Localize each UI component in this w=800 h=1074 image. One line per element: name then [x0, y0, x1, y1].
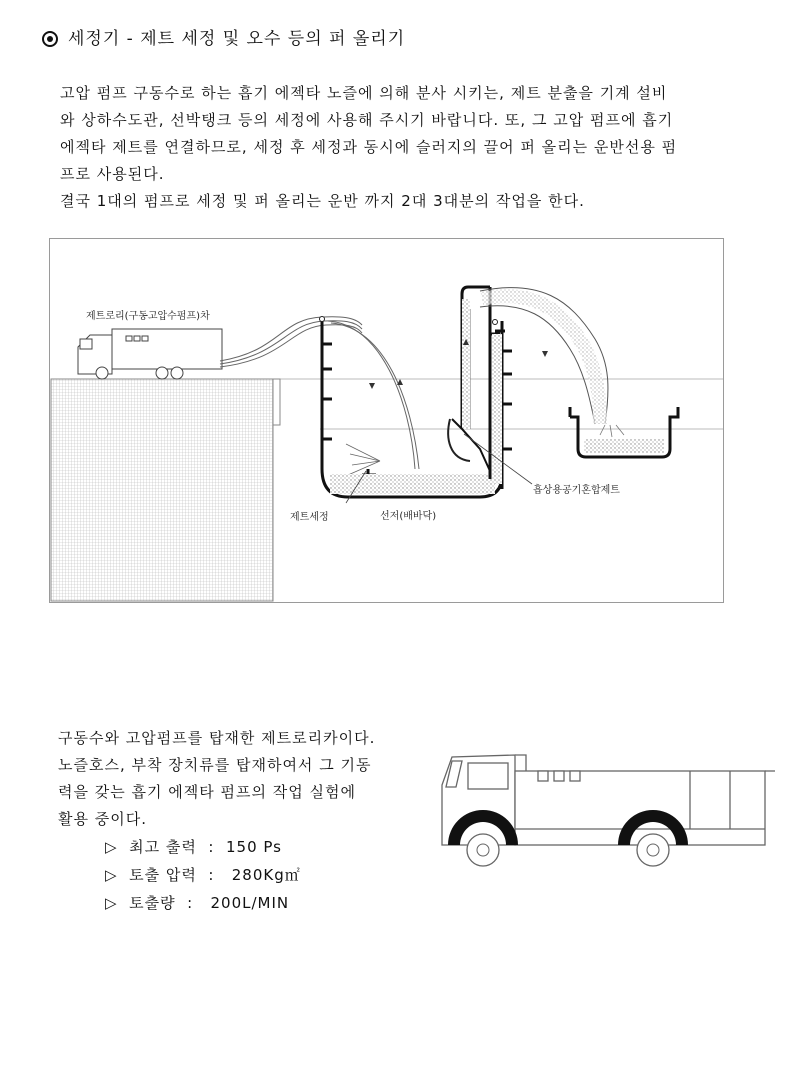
intro-line: 와 상하수도관, 선박탱크 등의 세정에 사용해 주시기 바랍니다. 또, 그 고압 펌프에 흡기: [60, 111, 674, 129]
wharf-edge: [273, 379, 280, 425]
spec-value: 150 Ps: [225, 838, 282, 856]
left-tank-wall: [322, 321, 502, 497]
intro-line: 결국 1대의 펌프로 세정 및 퍼 올리는 운반 까지 2대 3대분의 작업을 한다.: [60, 192, 585, 210]
jet-lorry-truck-illustration: [430, 745, 775, 879]
spec-value: 280Kg㎡: [231, 866, 301, 884]
spec-value: 200L/MIN: [210, 894, 290, 912]
hose-clamp: [320, 317, 325, 322]
circle-bullet-icon: [42, 31, 58, 47]
spec-name: 토출량: [129, 894, 176, 912]
jet-wash-label: 제트세정: [290, 512, 329, 523]
intro-line: 에젝타 제트를 연결하므로, 세정 후 세정과 동시에 슬러지의 끌어 퍼 올리는 운반선용 펌: [60, 138, 678, 156]
page-title: [42, 24, 405, 49]
description-line: 활용 중이다.: [58, 810, 147, 828]
truck-label: 제트로리(구동고압수펌프)차: [86, 311, 210, 322]
triangle-bullet-icon: ▷: [105, 838, 118, 856]
discharge-splash: [600, 425, 624, 437]
hose-clamp: [493, 320, 498, 325]
jet-lorry-truck: [78, 329, 222, 379]
intro-line: 고압 펌프 구동수로 하는 흡기 에젝타 노즐에 의해 분사 시키는, 제트 분출을 기계 설비: [60, 84, 668, 102]
spec-row: [105, 889, 301, 917]
jet-cleaning-diagram: [49, 238, 724, 603]
spec-sep: :: [208, 838, 215, 856]
jet-spray: [346, 444, 380, 475]
description-line: 구동수와 고압펌프를 탑재한 제트로리카이다.: [58, 729, 376, 747]
truck-description: [58, 725, 438, 833]
spec-row: [105, 833, 301, 861]
spec-sep: :: [208, 866, 215, 884]
flow-arrows: [369, 339, 548, 389]
intro-line: 프로 사용된다.: [60, 165, 165, 183]
page-title-text: 세정기 - 제트 세정 및 오수 등의 퍼 올리기: [68, 29, 406, 49]
mixed-jet-label: 흡상용공기혼합제트: [533, 485, 620, 496]
description-line: 노즐호스, 부착 장치류를 탑재하여서 그 기동: [58, 756, 372, 774]
right-wall-sludge: [492, 334, 502, 484]
description-line: 력을 갖는 흡기 에젝타 펌프의 작업 실험에: [58, 783, 356, 801]
spec-list: [105, 833, 301, 917]
spec-sep: :: [187, 894, 194, 912]
triangle-bullet-icon: ▷: [105, 894, 118, 912]
intro-paragraph: [60, 80, 775, 215]
tank-sludge: [584, 439, 664, 453]
spec-name: 토출 압력: [129, 866, 197, 884]
ship-bottom-label: 선저(배바닥): [380, 511, 437, 522]
spec-name: 최고 출력: [129, 838, 197, 856]
triangle-bullet-icon: ▷: [105, 866, 118, 884]
wharf-block: [51, 379, 273, 601]
spec-row: [105, 861, 301, 889]
sludge-layer: [330, 474, 495, 494]
